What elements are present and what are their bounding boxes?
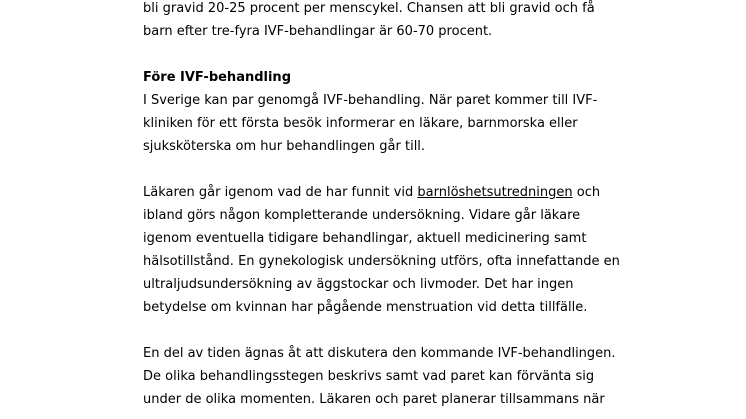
- barnloshetsutredningen-link[interactable]: barnlöshetsutredningen: [417, 185, 573, 200]
- paragraph-visit: [143, 89, 623, 158]
- paragraph-spacer: [143, 158, 623, 181]
- text-line: sjuksköterska om hur behandlingen går till.: [143, 139, 426, 154]
- paragraph-examination: [143, 181, 623, 319]
- text-line: En del av tiden ägnas åt att diskutera den kommande IVF-behandlingen.: [143, 346, 616, 361]
- text-line: barn efter tre-fyra IVF-behandlingar är 60-70 procent.: [143, 24, 493, 39]
- text-fragment: och: [572, 185, 601, 200]
- section-heading: Före IVF-behandling: [143, 70, 291, 85]
- text-line: ultraljudsundersökning av äggstockar och livmoder. Det har ingen: [143, 277, 574, 292]
- text-line: hälsotillstånd. En gynekologisk undersökning utförs, ofta innefattande en: [143, 254, 620, 269]
- intro-paragraph: [143, 0, 623, 43]
- paragraph-planning: [143, 342, 623, 411]
- text-line: De olika behandlingsstegen beskrivs samt vad paret kan förvänta sig: [143, 369, 595, 384]
- article-body: [143, 0, 623, 411]
- text-line: igenom eventuella tidigare behandlingar, aktuell medicinering samt: [143, 231, 587, 246]
- text-line: kliniken för ett första besök informerar en läkare, barnmorska eller: [143, 116, 578, 131]
- text-line: betydelse om kvinnan har pågående menstruation vid detta tillfälle.: [143, 300, 588, 315]
- text-line: [143, 181, 623, 204]
- text-line: under de olika momenten. Läkaren och paret planerar tillsammans när: [143, 392, 605, 407]
- paragraph-spacer: [143, 43, 623, 66]
- paragraph-spacer: [143, 319, 623, 342]
- text-line: bli gravid 20-25 procent per menscykel. Chansen att bli gravid och få: [143, 1, 595, 16]
- text-fragment: Läkaren går igenom vad de har funnit vid: [143, 185, 418, 200]
- text-line: ibland görs någon kompletterande undersökning. Vidare går läkare: [143, 208, 581, 223]
- text-line: I Sverige kan par genomgå IVF-behandling. När paret kommer till IVF-: [143, 93, 598, 108]
